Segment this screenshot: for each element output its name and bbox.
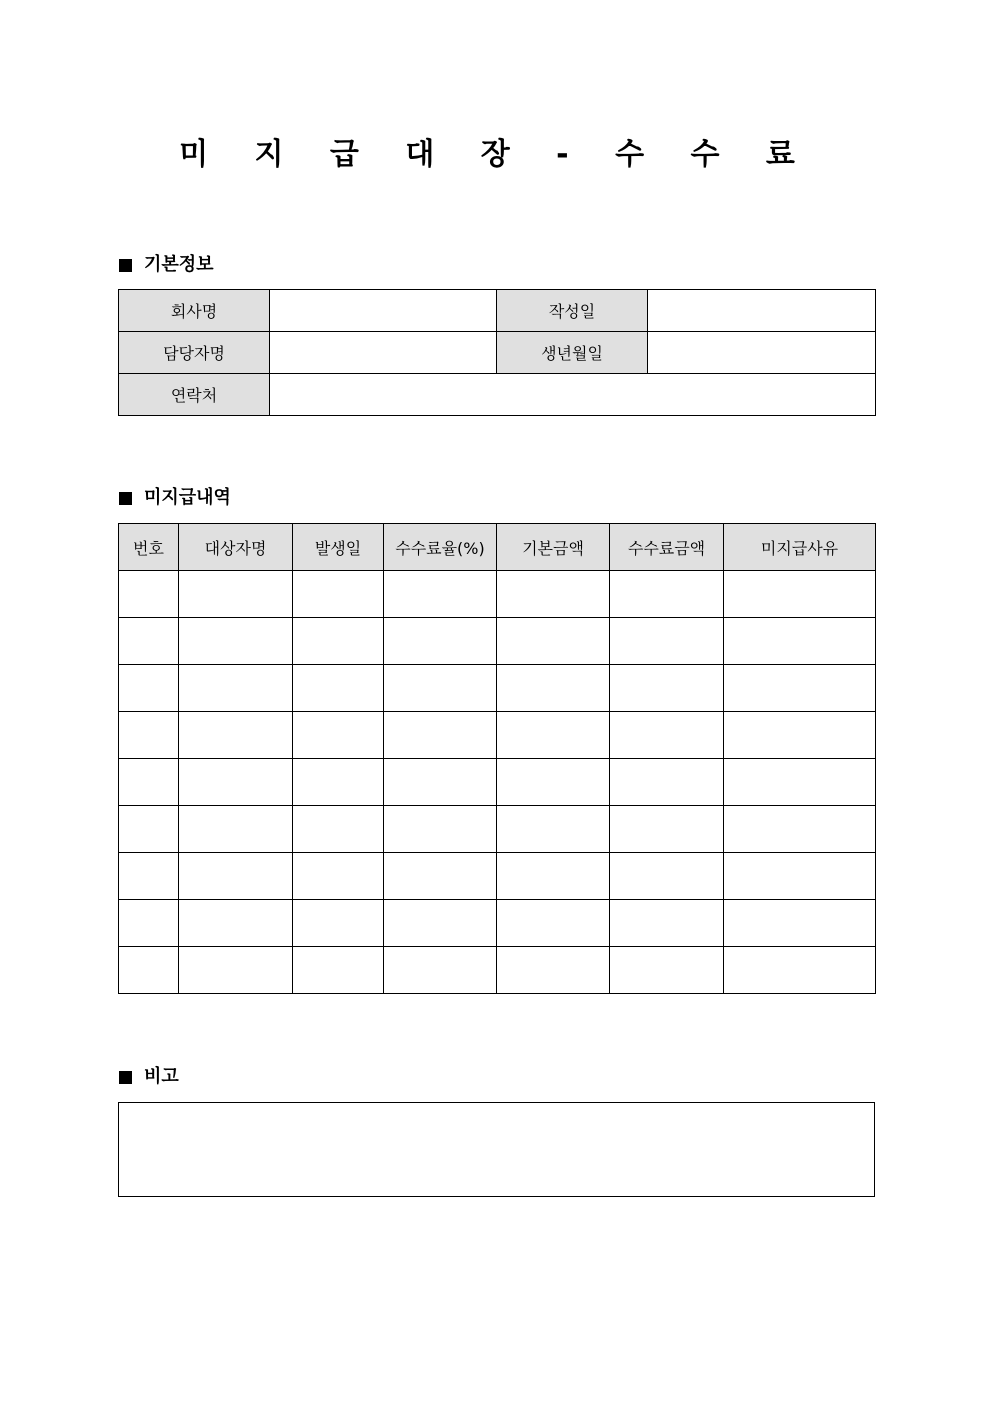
contact-label: 연락처 [119,374,270,416]
table-cell[interactable] [724,618,876,665]
basic-info-row [119,332,876,374]
table-cell[interactable] [610,947,724,994]
table-cell[interactable] [610,712,724,759]
table-cell[interactable] [724,712,876,759]
table-cell[interactable] [724,900,876,947]
table-cell[interactable] [384,712,497,759]
table-cell[interactable] [119,665,179,712]
table-cell[interactable] [293,759,384,806]
column-header: 기본금액 [497,524,610,571]
company-label: 회사명 [119,290,270,332]
basic-info-table [118,289,876,416]
table-cell[interactable] [724,806,876,853]
table-cell[interactable] [179,853,293,900]
table-row [119,853,876,900]
remarks-heading [119,1065,179,1089]
table-cell[interactable] [179,712,293,759]
column-header: 대상자명 [179,524,293,571]
table-cell[interactable] [384,759,497,806]
table-cell[interactable] [497,947,610,994]
column-header: 번호 [119,524,179,571]
table-cell[interactable] [497,806,610,853]
table-cell[interactable] [610,759,724,806]
table-cell[interactable] [293,947,384,994]
table-cell[interactable] [293,571,384,618]
contact-field[interactable] [270,374,876,416]
table-cell[interactable] [293,806,384,853]
table-cell[interactable] [119,759,179,806]
manager-field[interactable] [270,332,497,374]
table-cell[interactable] [179,947,293,994]
manager-label: 담당자명 [119,332,270,374]
column-header: 발생일 [293,524,384,571]
table-header-row [119,524,876,571]
table-cell[interactable] [610,571,724,618]
table-cell[interactable] [610,900,724,947]
table-cell[interactable] [384,806,497,853]
table-cell[interactable] [384,665,497,712]
table-cell[interactable] [610,665,724,712]
table-cell[interactable] [179,759,293,806]
table-cell[interactable] [497,665,610,712]
table-cell[interactable] [179,571,293,618]
table-cell[interactable] [179,900,293,947]
table-cell[interactable] [384,853,497,900]
table-row [119,665,876,712]
column-header: 수수료금액 [610,524,724,571]
table-cell[interactable] [497,759,610,806]
table-cell[interactable] [384,618,497,665]
table-cell[interactable] [179,806,293,853]
table-row [119,900,876,947]
document-title: 미 지 급 대 장 - 수 수 료 [179,137,813,172]
table-cell[interactable] [293,853,384,900]
table-cell[interactable] [293,618,384,665]
table-row [119,618,876,665]
table-cell[interactable] [119,900,179,947]
table-cell[interactable] [497,618,610,665]
table-cell[interactable] [119,806,179,853]
remarks-field[interactable] [118,1102,875,1197]
table-cell[interactable] [497,712,610,759]
table-row [119,806,876,853]
unpaid-details-table [118,523,876,994]
table-cell[interactable] [293,665,384,712]
birth-date-field[interactable] [648,332,876,374]
table-cell[interactable] [724,571,876,618]
table-cell[interactable] [384,900,497,947]
table-row [119,759,876,806]
table-cell[interactable] [497,853,610,900]
table-cell[interactable] [119,712,179,759]
table-cell[interactable] [119,947,179,994]
unpaid-details-heading [119,486,231,510]
table-cell[interactable] [119,618,179,665]
date-written-label: 작성일 [497,290,648,332]
table-cell[interactable] [293,712,384,759]
birth-date-label: 생년월일 [497,332,648,374]
table-cell[interactable] [384,947,497,994]
square-bullet-icon [119,259,132,272]
table-cell[interactable] [179,618,293,665]
table-cell[interactable] [119,853,179,900]
basic-info-heading [119,253,214,277]
table-cell[interactable] [384,571,497,618]
basic-info-heading-text: 기본정보 [144,254,214,275]
date-written-field[interactable] [648,290,876,332]
basic-info-row [119,290,876,332]
table-row [119,571,876,618]
table-cell[interactable] [179,665,293,712]
column-header: 수수료율(%) [384,524,497,571]
column-header: 미지급사유 [724,524,876,571]
table-cell[interactable] [724,759,876,806]
square-bullet-icon [119,492,132,505]
table-cell[interactable] [724,853,876,900]
table-cell[interactable] [724,665,876,712]
table-cell[interactable] [724,947,876,994]
table-cell[interactable] [610,806,724,853]
company-field[interactable] [270,290,497,332]
basic-info-row [119,374,876,416]
remarks-heading-text: 비고 [144,1066,179,1087]
table-cell[interactable] [119,571,179,618]
table-cell[interactable] [497,900,610,947]
table-row [119,712,876,759]
table-cell[interactable] [610,853,724,900]
unpaid-details-heading-text: 미지급내역 [144,487,231,508]
square-bullet-icon [119,1071,132,1084]
table-cell[interactable] [610,618,724,665]
table-cell[interactable] [497,571,610,618]
table-cell[interactable] [293,900,384,947]
table-row [119,947,876,994]
